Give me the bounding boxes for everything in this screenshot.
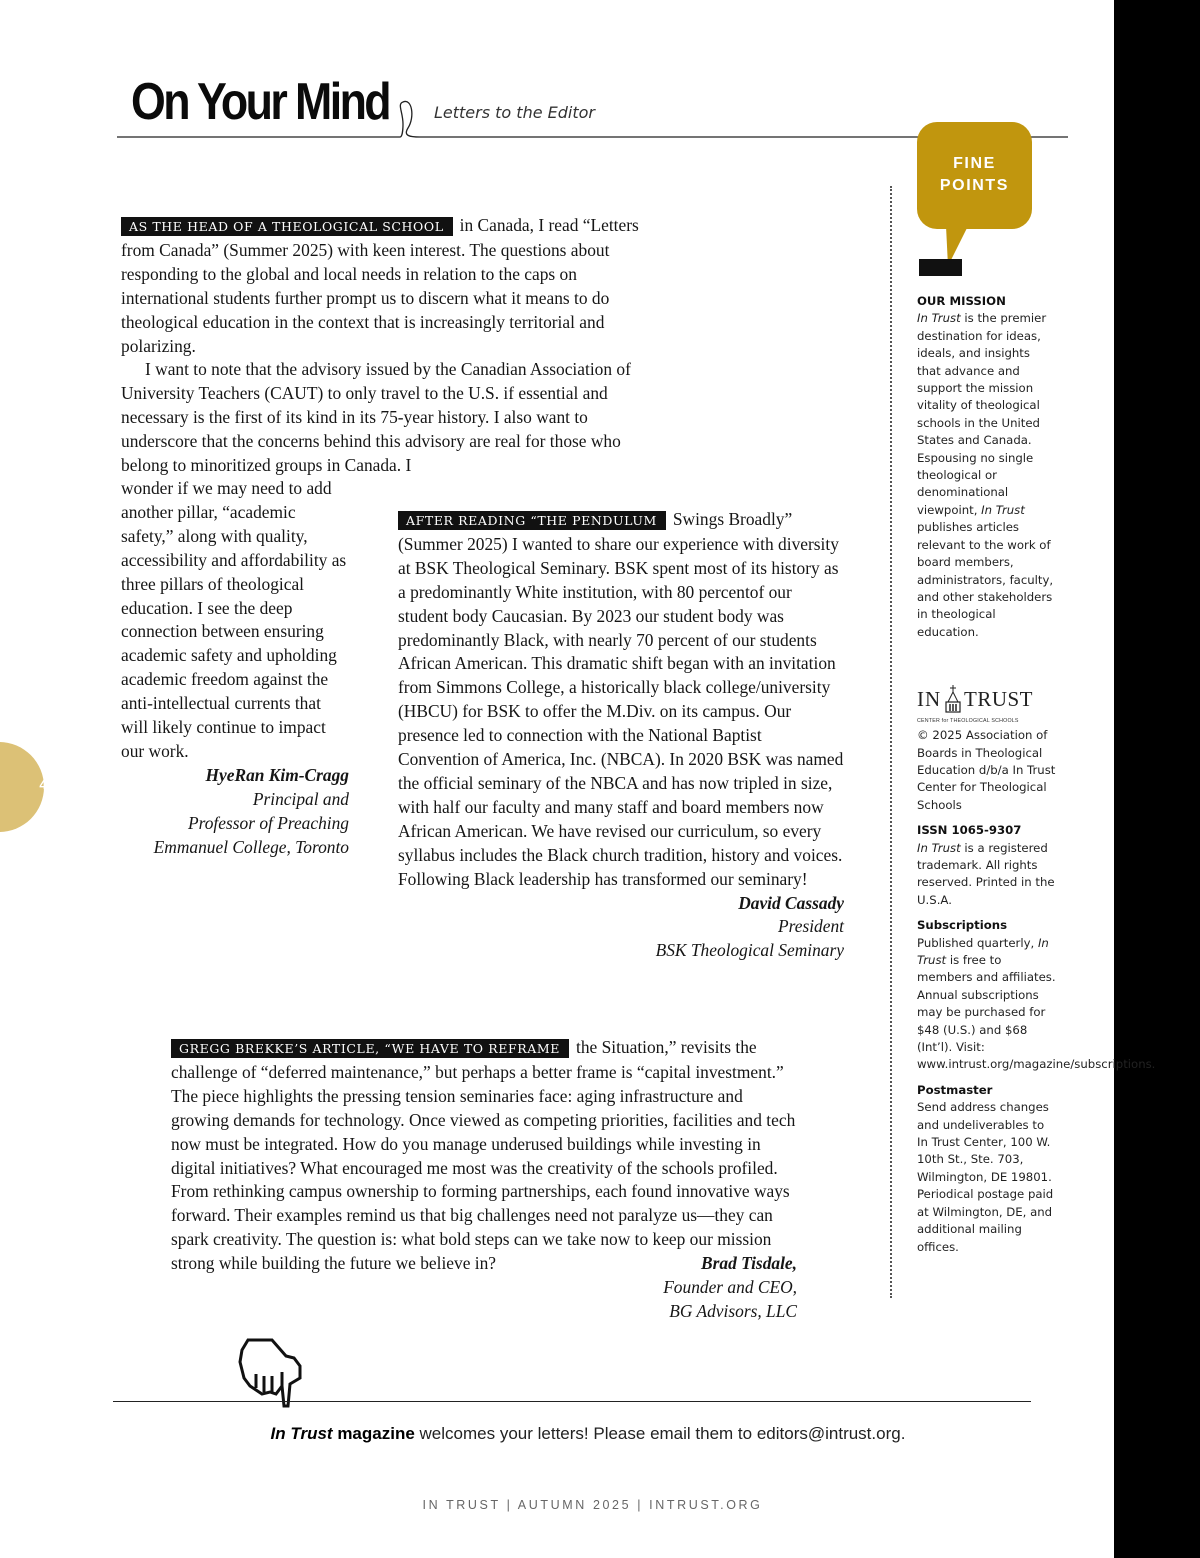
letter-body: wonder if we may need to add another pillar, “academic safety,” along with quality, accessibility and affordability as three pillars of theological education. I see the deep connection between ensuring academic safety and upholding academic freedom against the anti-intellectual currents that will likely continue to impact our work. — [121, 478, 347, 761]
signature-title: Founder and CEO, — [663, 1276, 797, 1297]
letter-body: I want to note that the advisory issued by the Canadian Association of University Teachers (CAUT) to only travel to the U.S. if essential and necessary is the first of its kind in its 75-year history. I also want to underscore that the concerns behind this advisory are real for those who belong to minoritized groups in Canada. I — [121, 359, 631, 476]
signature-org: Emmanuel College, Toronto — [153, 836, 349, 857]
page-title: On Your Mind — [131, 73, 390, 131]
mission-text: In Trust is the premier destination for ideas, ideals, and insights that advance and support the mission vitality of theological schools in the United States and Canada. Espousing no single theological or denominational viewpoint, In Trust publishes articles relevant to the work of board members, administrators, faculty, and other stakeholders in theological education. — [917, 311, 1054, 639]
page-number: 4 — [39, 777, 47, 792]
signature-name: David Cassady — [738, 892, 844, 913]
subscriptions-text: Published quarterly, In Trust is free to members and affiliates. Annual subscriptions may be purchased for $48 (U.S.) and $68 (Int’l). Visit: www.intrust.org/magazine/subscriptions. — [917, 935, 1156, 1072]
mission-heading: OUR MISSION — [917, 294, 1006, 308]
postmaster-heading: Postmaster — [917, 1082, 993, 1097]
bottom-rule — [113, 1401, 1031, 1402]
page-footer: IN TRUST | AUTUMN 2025 | INTRUST.ORG — [422, 1498, 763, 1512]
logo-trust: TRUST — [964, 687, 1034, 712]
issn: ISSN 1065-9307 — [917, 823, 1022, 838]
letter-body: Swings Broadly” (Summer 2025) I wanted to share our experience with diversity at BSK Theological Seminary. BSK spent most of its history as a predominantly White institution, with 80 percentof our student body Caucasian. By 2023 our student body was predominantly Black, with nearly 70 percent of our students African American. This dramatic shift began with an invitation from Simmons College, a historically black college/university (HBCU) for BSK to offer the M.Div. on its campus. Our presence led to connection with the National Baptist Convention of America, Inc. (NBCA). In 2020 BSK was named the official seminary of the NBCA and has now tripled in size, with half our faculty and many staff and board members now African American. We have revised our curriculum, so every syllabus includes the Black church tradition, history and voices. Following Black leadership has transformed our seminary! — [398, 509, 844, 889]
copyright-text: © 2025 Association of Boards in Theological Education d/b/a In Trust Center for Theological Schools — [917, 728, 1056, 812]
badge-line: POINTS — [939, 177, 1010, 194]
badge-line: FINE — [953, 155, 996, 172]
signature-org: BSK Theological Seminary — [655, 940, 844, 961]
logo-in: IN — [917, 687, 942, 712]
letter-body: in Canada, I read “Letters from Canada” (Summer 2025) with keen interest. The questions about responding to the global and local needs in relation to the caps on international students further prompt us to discern what it means to do theological education in the context that is increasingly territorial and polarizing. — [121, 215, 639, 356]
signature-title: Professor of Preaching — [187, 812, 349, 833]
letter-lead-in: AS THE HEAD OF A THEOLOGICAL SCHOOL — [121, 217, 453, 236]
signature-name: HyeRan Kim-Cragg — [205, 764, 349, 785]
signature-title: Principal and — [252, 788, 349, 809]
letter-body: the Situation,” revisits the challenge of “deferred maintenance,” but perhaps a better frame is “capital investment.” The piece highlights the pressing tension seminaries face: aging infrastructure and growing demands for technology. Once viewed as competing priorities, facilities and tech now must be integrated. How do you manage underused buildings while investing in digital initiatives? What encouraged me most was the creativity of the schools profiled. From rethinking campus ownership to forming partnerships, each found innovative ways forward. Their examples remind us that big challenges need not paralyze us—they can spark creativity. The question is: what bold steps can we take now to keep our mission strong while building the future we believe in? — [171, 1037, 796, 1274]
postmaster-text: Send address changes and undeliverables to In Trust Center, 100 W. 10th St., Ste. 703, Wilmington, DE 19801. Periodical postage paid at Wilmington, DE, and additional mailing offices. — [917, 1100, 1054, 1254]
signature-org: BG Advisors, LLC — [669, 1300, 797, 1321]
signature-name: Brad Tisdale, — [701, 1253, 797, 1274]
letter-lead-in: GREGG BREKKE’S ARTICLE, “WE HAVE TO REFRAME — [171, 1039, 569, 1058]
signature-title: President — [777, 916, 844, 937]
letter-lead-in: AFTER READING “THE PENDULUM — [398, 511, 666, 530]
trademark-text: In Trust is a registered trademark. All rights reserved. Printed in the U.S.A. — [917, 840, 1055, 907]
section-subtitle: Letters to the Editor — [434, 103, 595, 122]
subscriptions-heading: Subscriptions — [917, 918, 1008, 933]
letters-invitation: In Trust magazine welcomes your letters! Please email them to editors@intrust.org. — [270, 1424, 906, 1443]
logo-tagline: CENTER for THEOLOGICAL SCHOOLS — [917, 718, 1019, 725]
